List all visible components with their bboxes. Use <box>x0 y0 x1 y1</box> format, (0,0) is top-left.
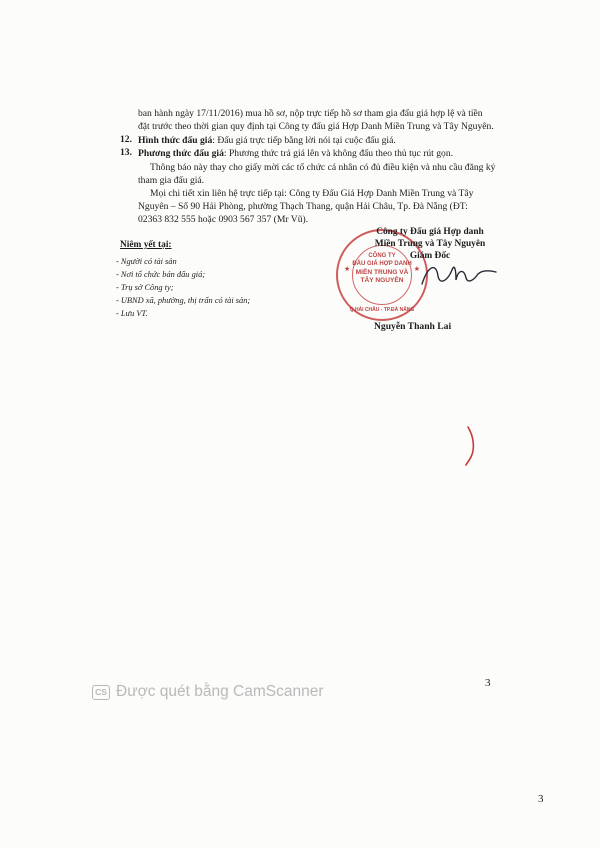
posting-item: - Trụ sở Công ty; <box>116 283 174 292</box>
signature-title: Giám Đốc <box>409 251 451 261</box>
seal-text-line-1: CÔNG TY <box>368 253 396 259</box>
watermark-text: Được quét bằng CamScanner <box>116 683 324 700</box>
seal-text-line-2: ĐẤU GIÁ HỢP DANH <box>352 261 412 267</box>
item-12-label: Hình thức đấu giá <box>138 135 213 146</box>
body-line-1: ban hành ngày 17/11/2016) mua hồ sơ, nộp trực tiếp hồ sơ tham gia đấu giá hợp lệ và tiền <box>138 108 483 119</box>
contact-line-3: 02363 832 555 hoặc 0903 567 357 (Mr Vũ). <box>138 214 309 225</box>
seal-text-bottom: Q.HẢI CHÂU - TP.ĐÀ NẴNG <box>349 307 415 313</box>
posting-item: - Lưu VT. <box>116 309 148 318</box>
seal-text-line-4: TÂY NGUYÊN <box>360 277 404 284</box>
contact-line-2: Nguyên – Số 90 Hải Phòng, phường Thạch Thang, quận Hải Châu, Tp. Đà Nẵng (ĐT: <box>138 201 468 212</box>
seal-star-icon: ★ <box>413 265 420 273</box>
item-13-number: 13. <box>120 147 132 158</box>
camscanner-watermark <box>92 683 324 701</box>
camscanner-icon: CS <box>92 685 110 700</box>
handwritten-signature <box>418 258 498 290</box>
signature-org-line-2: Miền Trung và Tây Nguyên <box>374 239 486 249</box>
item-13-text: : Phương thức trả giá lên và không đấu theo thủ tục rút gọn. <box>223 148 454 159</box>
page-number-inner: 3 <box>485 677 491 689</box>
item-12-number: 12. <box>120 134 132 145</box>
signature-block <box>340 226 520 262</box>
notice-line-2: tham gia đấu giá. <box>138 175 205 186</box>
red-pen-mark <box>462 425 478 467</box>
contact-line-1: Mọi chi tiết xin liên hệ trực tiếp tại: Công ty Đấu Giá Hợp Danh Miền Trung và Tây <box>150 188 474 199</box>
item-12-text: : Đấu giá trực tiếp bằng lời nói tại cuộc đấu giá. <box>212 135 396 146</box>
posting-item: - Nơi tổ chức bán đấu giá; <box>116 270 206 279</box>
posting-item: - UBND xã, phường, thị trấn có tài sản; <box>116 296 251 305</box>
posting-item: - Người có tài sản <box>116 257 177 266</box>
signature-org-line-1: Công ty Đấu giá Hợp danh <box>376 227 484 237</box>
item-13-label: Phương thức đấu giá <box>138 148 224 159</box>
signer-name: Nguyễn Thanh Lai <box>374 321 452 332</box>
seal-star-icon: ★ <box>344 265 351 273</box>
page-number-outer: 3 <box>538 793 544 805</box>
item-12 <box>138 134 396 147</box>
body-line-2: đặt trước theo thời gian quy định tại Công ty đấu giá Hợp Danh Miền Trung và Tây Nguyên. <box>138 121 494 132</box>
item-13 <box>138 147 453 160</box>
seal-text-line-3: MIỀN TRUNG VÀ <box>355 269 409 276</box>
posting-title: Niêm yết tại: <box>120 240 172 250</box>
notice-line-1: Thông báo này thay cho giấy mời các tổ chức cá nhân có đủ điều kiện và nhu cầu đăng ký <box>150 162 496 173</box>
